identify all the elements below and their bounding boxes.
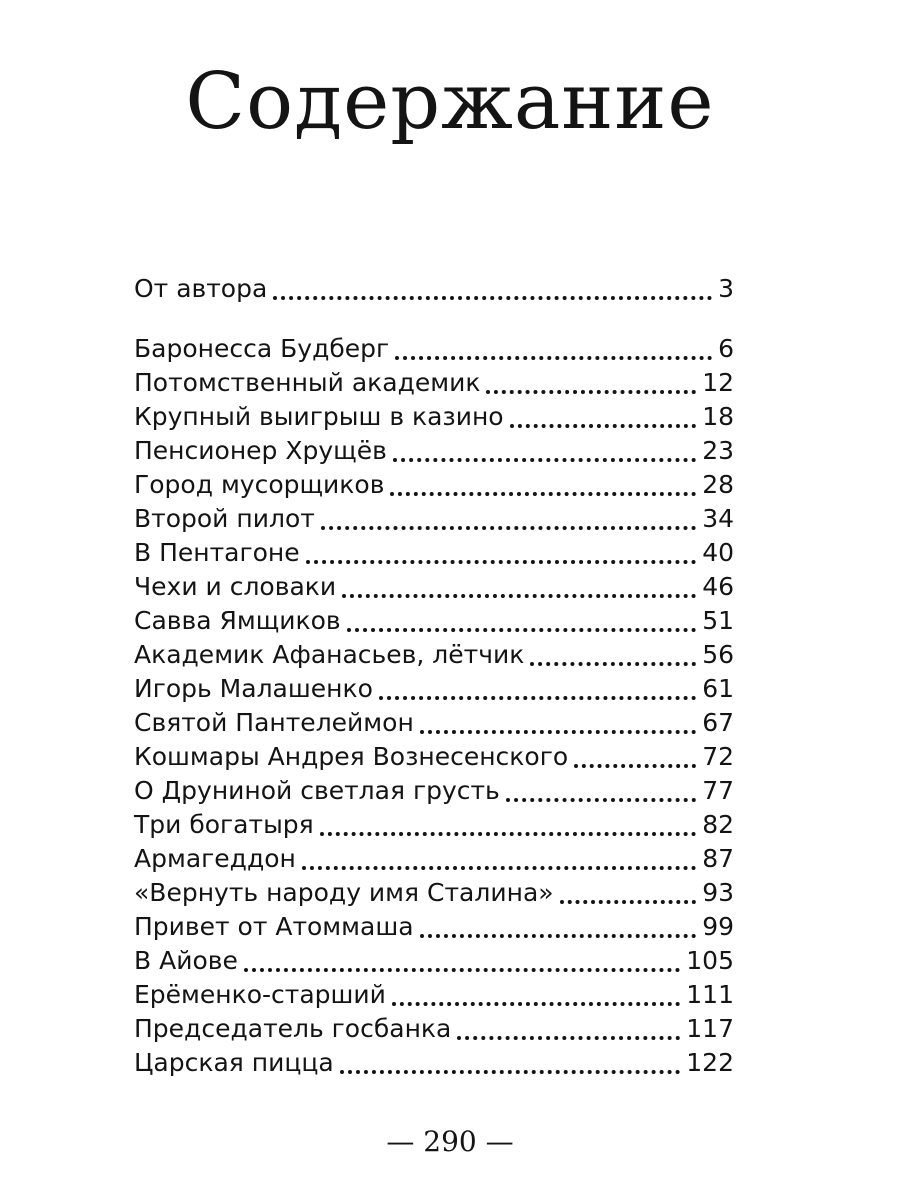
toc-entry-title: Второй пилот bbox=[134, 504, 315, 533]
toc-entry-title: Армагеддон bbox=[134, 844, 296, 873]
dot-leader bbox=[420, 934, 697, 938]
toc-entry-title: О Друниной светлая грусть bbox=[134, 776, 500, 805]
toc-entry-page: 18 bbox=[702, 402, 734, 431]
toc-entry bbox=[134, 876, 734, 910]
toc-entry-title: Крупный выигрыш в казино bbox=[134, 402, 504, 431]
toc-entry-page: 72 bbox=[702, 742, 734, 771]
dot-leader bbox=[340, 1070, 681, 1074]
dot-leader bbox=[320, 832, 696, 836]
toc-entry-page: 51 bbox=[702, 606, 734, 635]
toc-entry-title: Баронесса Будберг bbox=[134, 334, 390, 363]
toc-entry-page: 6 bbox=[718, 334, 734, 363]
toc-entry-title: Чехи и словаки bbox=[134, 572, 337, 601]
toc-entry-page: 34 bbox=[702, 504, 734, 533]
toc-entry-title: В Айове bbox=[134, 946, 238, 975]
toc-entry bbox=[134, 400, 734, 434]
toc-entry bbox=[134, 332, 734, 366]
dot-leader bbox=[506, 798, 696, 802]
toc-entry-page: 117 bbox=[686, 1014, 734, 1043]
dot-leader bbox=[306, 560, 697, 564]
toc-entry bbox=[134, 638, 734, 672]
toc-entry-title: Святой Пантелеймон bbox=[134, 708, 414, 737]
dot-leader bbox=[379, 696, 696, 700]
toc-entry bbox=[134, 944, 734, 978]
toc-entry bbox=[134, 468, 734, 502]
toc-entry-page: 61 bbox=[702, 674, 734, 703]
toc-entry-title: Председатель госбанка bbox=[134, 1014, 452, 1043]
dot-leader bbox=[457, 1036, 680, 1040]
toc-entry-title: Игорь Малашенко bbox=[134, 674, 373, 703]
toc-entry-title: От автора bbox=[134, 274, 268, 303]
dot-leader bbox=[486, 390, 696, 394]
toc-entry-title: «Вернуть народу имя Сталина» bbox=[134, 878, 554, 907]
dot-leader bbox=[342, 594, 696, 598]
dot-leader bbox=[530, 662, 696, 666]
toc-entry-title: Царская пицца bbox=[134, 1048, 334, 1077]
toc-entry-page: 46 bbox=[702, 572, 734, 601]
toc-entry-page: 28 bbox=[702, 470, 734, 499]
toc-entry-title: Город мусорщиков bbox=[134, 470, 385, 499]
toc-entry bbox=[134, 570, 734, 604]
toc-entry bbox=[134, 1012, 734, 1046]
dot-leader bbox=[273, 296, 712, 300]
toc-entry-page: 93 bbox=[702, 878, 734, 907]
dot-leader bbox=[244, 968, 680, 972]
dot-leader bbox=[395, 356, 712, 360]
toc-entry bbox=[134, 808, 734, 842]
dot-leader bbox=[321, 526, 696, 530]
toc-entry-title: Ерёменко-старший bbox=[134, 980, 386, 1009]
toc-entry bbox=[134, 910, 734, 944]
toc-entry-title: Кошмары Андрея Вознесенского bbox=[134, 742, 569, 771]
toc-entry-page: 77 bbox=[702, 776, 734, 805]
dot-leader bbox=[347, 628, 697, 632]
dot-leader bbox=[420, 730, 696, 734]
toc-entry bbox=[134, 272, 734, 306]
table-of-contents bbox=[134, 272, 734, 1080]
toc-entry-title: Потомственный академик bbox=[134, 368, 481, 397]
dot-leader bbox=[393, 458, 696, 462]
toc-entry-title: Пенсионер Хрущёв bbox=[134, 436, 387, 465]
toc-entry bbox=[134, 740, 734, 774]
toc-entry-page: 67 bbox=[702, 708, 734, 737]
toc-entry-title: Привет от Атоммаша bbox=[134, 912, 414, 941]
toc-entry bbox=[134, 604, 734, 638]
dot-leader bbox=[574, 764, 696, 768]
toc-entry bbox=[134, 842, 734, 876]
dot-leader bbox=[560, 900, 697, 904]
toc-entry-title: Три богатыря bbox=[134, 810, 314, 839]
dot-leader bbox=[302, 866, 696, 870]
dot-leader bbox=[392, 1002, 680, 1006]
toc-entry bbox=[134, 1046, 734, 1080]
toc-entry-page: 122 bbox=[686, 1048, 734, 1077]
toc-entry-page: 99 bbox=[702, 912, 734, 941]
toc-entry-page: 23 bbox=[702, 436, 734, 465]
toc-entry-page: 40 bbox=[702, 538, 734, 567]
toc-entry bbox=[134, 366, 734, 400]
toc-entry-page: 105 bbox=[686, 946, 734, 975]
toc-entry-page: 87 bbox=[702, 844, 734, 873]
toc-entry-page: 3 bbox=[718, 274, 734, 303]
toc-entry bbox=[134, 774, 734, 808]
dot-leader bbox=[510, 424, 697, 428]
toc-entry-title: Савва Ямщиков bbox=[134, 606, 341, 635]
toc-entry-title: Академик Афанасьев, лётчик bbox=[134, 640, 525, 669]
toc-entry-page: 12 bbox=[702, 368, 734, 397]
toc-entry bbox=[134, 672, 734, 706]
toc-entry-page: 82 bbox=[702, 810, 734, 839]
toc-entry bbox=[134, 434, 734, 468]
toc-entry bbox=[134, 706, 734, 740]
dot-leader bbox=[390, 492, 696, 496]
toc-entry-title: В Пентагоне bbox=[134, 538, 300, 567]
toc-entry bbox=[134, 502, 734, 536]
page-title: Содержание bbox=[185, 57, 715, 147]
toc-entry bbox=[134, 978, 734, 1012]
toc-entry-page: 111 bbox=[686, 980, 734, 1009]
page-number: — 290 — bbox=[386, 1125, 514, 1158]
toc-entry bbox=[134, 536, 734, 570]
toc-entry-page: 56 bbox=[702, 640, 734, 669]
